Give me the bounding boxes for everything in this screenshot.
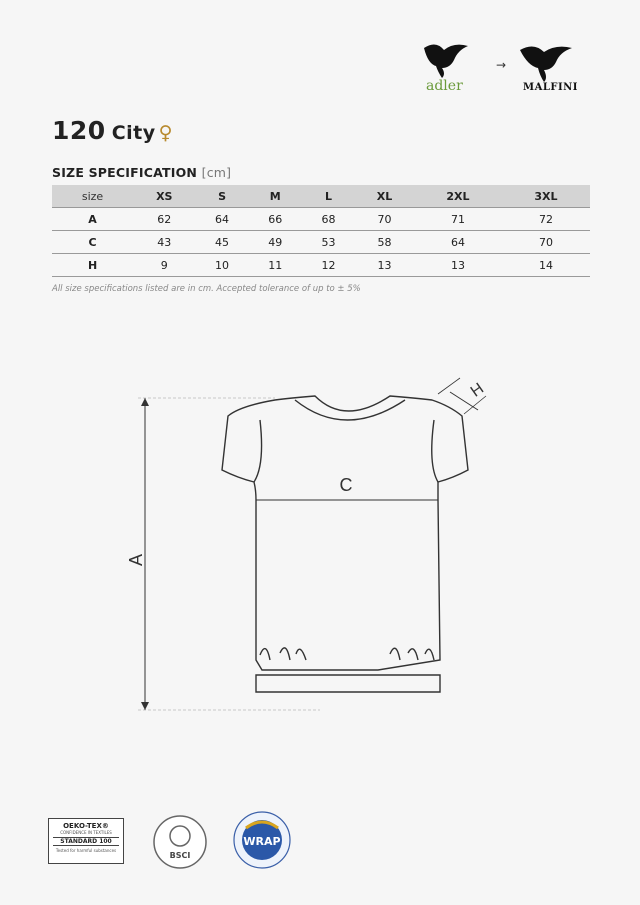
table-cell: 10 [195, 254, 248, 277]
oeko-note: Tested for harmful substances [55, 848, 117, 853]
table-cell: 43 [133, 231, 195, 254]
size-spec-heading [52, 165, 231, 180]
bsci-label: BSCI [169, 851, 191, 860]
table-row [52, 231, 590, 254]
label-h: H [467, 380, 488, 401]
table-cell: 70 [502, 231, 590, 254]
table-cell: 72 [502, 208, 590, 231]
table-cell: 68 [302, 208, 355, 231]
wrap-label: WRAP [243, 835, 281, 848]
table-cell: 53 [302, 231, 355, 254]
table-cell: 12 [302, 254, 355, 277]
header-cell: size [52, 185, 133, 208]
size-table-header [52, 185, 590, 208]
oeko-standard: STANDARD 100 [53, 837, 119, 846]
table-cell: 45 [195, 231, 248, 254]
table-cell: H [52, 254, 133, 277]
product-title [52, 116, 173, 145]
table-cell: 49 [249, 231, 302, 254]
table-cell: 13 [414, 254, 502, 277]
product-name: City [111, 122, 156, 144]
table-cell: 64 [414, 231, 502, 254]
table-cell: 58 [355, 231, 414, 254]
size-spec-title: SIZE SPECIFICATION [52, 165, 198, 180]
size-spec-unit: [cm] [201, 165, 232, 180]
table-cell: 71 [414, 208, 502, 231]
table-cell: 70 [355, 208, 414, 231]
table-cell: 11 [249, 254, 302, 277]
header-cell: 2XL [414, 185, 502, 208]
product-code: 120 [52, 116, 106, 145]
table-cell: 13 [355, 254, 414, 277]
oeko-title: OEKO-TEX® [63, 822, 109, 830]
table-cell: 64 [195, 208, 248, 231]
header-cell: S [195, 185, 248, 208]
brand-logos [410, 38, 610, 98]
label-a: A [126, 553, 146, 567]
header-cell: L [302, 185, 355, 208]
label-c: C [339, 475, 353, 495]
shirt-outline [222, 396, 468, 692]
garment-measurement-diagram [120, 370, 520, 720]
table-cell: 14 [502, 254, 590, 277]
table-cell: A [52, 208, 133, 231]
table-cell: 9 [133, 254, 195, 277]
table-cell: C [52, 231, 133, 254]
adler-wordmark: adler [426, 78, 463, 94]
female-icon: ♀ [158, 122, 174, 144]
bsci-badge-icon [152, 814, 208, 870]
table-cell: 62 [133, 208, 195, 231]
table-row [52, 208, 590, 231]
malfini-wordmark: MALFINI [523, 82, 578, 93]
header-cell: M [249, 185, 302, 208]
tolerance-note: All size specifications listed are in cm. Accepted tolerance of up to ± 5% [52, 284, 361, 294]
wrap-badge-icon [232, 810, 292, 870]
table-row [52, 254, 590, 277]
oeko-tex-badge [48, 818, 124, 864]
arrow-right-icon: → [496, 58, 507, 72]
size-table [52, 185, 590, 277]
header-cell: 3XL [502, 185, 590, 208]
table-cell: 66 [249, 208, 302, 231]
oeko-subtitle: CONFIDENCE IN TEXTILES [60, 830, 112, 835]
header-cell: XS [133, 185, 195, 208]
header-cell: XL [355, 185, 414, 208]
